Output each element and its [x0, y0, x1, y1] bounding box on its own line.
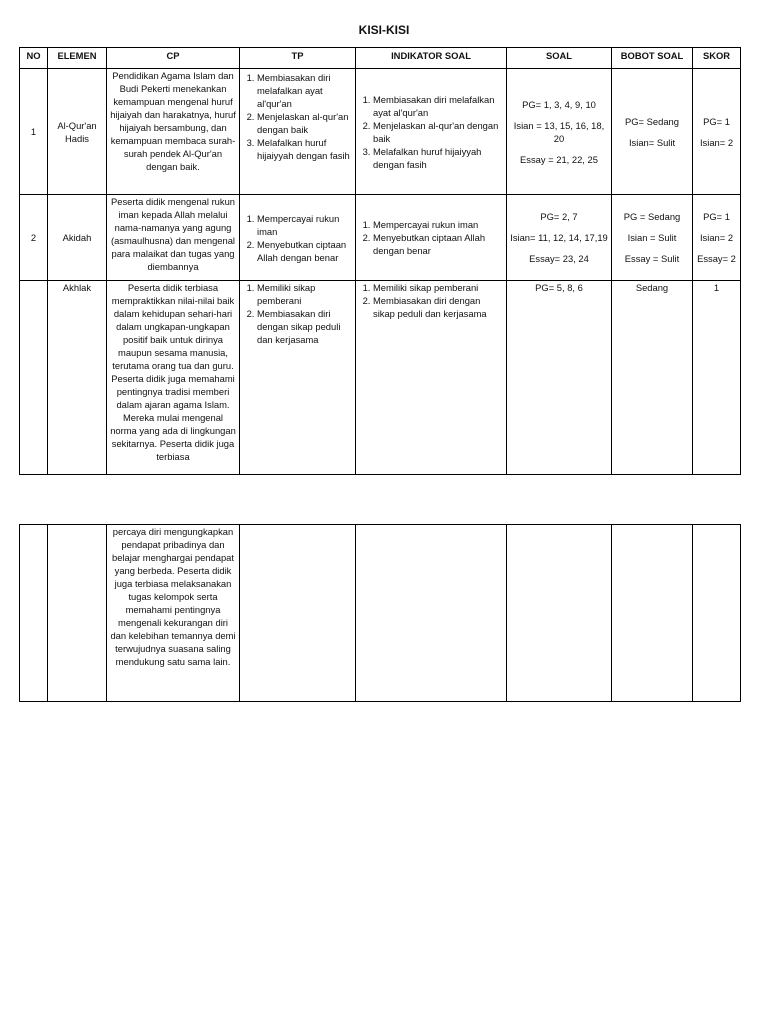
- cell-bobot: [612, 69, 693, 195]
- list-item: 2. Membiasakan diri dengan sikap peduli dan kerjasama: [257, 307, 353, 346]
- bobot-isian: Isian = Sulit: [627, 232, 677, 243]
- header-indikator-soal: INDIKATOR SOAL: [356, 48, 507, 69]
- skor-pg: PG= 1: [703, 115, 730, 127]
- kisi-kisi-table: [19, 47, 741, 475]
- header-soal: SOAL: [507, 48, 612, 69]
- table-row: [20, 281, 741, 475]
- cell-skor: [693, 525, 741, 702]
- header-tp: TP: [240, 48, 356, 69]
- cell-no: [20, 525, 48, 702]
- indikator-list: [358, 218, 504, 257]
- bobot-value: Sedang: [635, 282, 669, 293]
- soal-pg: PG= 2, 7: [540, 211, 578, 222]
- bobot-pg: PG = Sedang: [623, 211, 681, 222]
- cell-indikator: [356, 525, 507, 702]
- cell-tp: [240, 69, 356, 195]
- cell-soal: [507, 281, 612, 475]
- skor-value: 1: [713, 282, 720, 293]
- list-item: 3. Melafalkan huruf hijaiyyah dengan fasih: [373, 145, 504, 171]
- header-elemen: ELEMEN: [48, 48, 107, 69]
- skor-isian: Isian= 2: [699, 232, 734, 243]
- list-item: 1. Membiasakan diri melafalkan ayat al'qur'an: [257, 71, 353, 110]
- tp-list: [242, 212, 353, 264]
- cell-indikator: [356, 195, 507, 281]
- list-item: 1. Membiasakan diri melafalkan ayat al'qur'an: [373, 93, 504, 119]
- list-item: 1. Mempercayai rukun iman: [257, 212, 353, 238]
- table-row: [20, 525, 741, 702]
- cell-elemen: Akidah: [48, 195, 107, 281]
- cell-elemen: Al-Qur'an Hadis: [48, 69, 107, 195]
- cell-no: 2: [20, 195, 48, 281]
- cell-tp: [240, 195, 356, 281]
- soal-essay: Essay = 21, 22, 25: [520, 153, 598, 165]
- soal-isian: Isian= 11, 12, 14, 17,19: [510, 232, 608, 243]
- soal-pg: PG= 5, 8, 6: [535, 282, 583, 293]
- cell-skor: [693, 195, 741, 281]
- cell-elemen: Akhlak: [48, 281, 107, 475]
- cell-indikator: [356, 69, 507, 195]
- list-item: 1. Memiliki sikap pemberani: [373, 281, 504, 294]
- list-item: 2. Menyebutkan ciptaan Allah dengan benar: [257, 238, 353, 264]
- list-item: 3. Melafalkan huruf hijaiyyah dengan fasih: [257, 136, 353, 162]
- cell-skor: [693, 69, 741, 195]
- skor-isian: Isian= 2: [699, 136, 734, 148]
- indikator-list: [358, 93, 504, 171]
- page-title: KISI-KISI: [358, 23, 410, 37]
- cell-no: [20, 281, 48, 475]
- cell-soal: [507, 69, 612, 195]
- soal-pg: PG= 1, 3, 4, 9, 10: [522, 98, 596, 110]
- header-no: NO: [20, 48, 48, 69]
- table-header-row: [20, 48, 741, 69]
- soal-isian: Isian = 13, 15, 16, 18, 20: [513, 119, 605, 144]
- cell-tp: [240, 525, 356, 702]
- list-item: 1. Memiliki sikap pemberani: [257, 281, 353, 307]
- list-item: 1. Mempercayai rukun iman: [373, 218, 504, 231]
- cell-bobot: [612, 525, 693, 702]
- cell-cp: percaya diri mengungkapkan pendapat pribadinya dan belajar menghargai pendapat yang berbeda. Peserta didik juga terbiasa melaksanakan tugas kelompok serta memahami pentingnya mengenali kekurangan diri dan kelebihan temannya demi terwujudnya suasana saling mendukung satu sama lain.: [107, 525, 240, 702]
- cell-elemen: [48, 525, 107, 702]
- bobot-isian: Isian= Sulit: [628, 136, 676, 148]
- kisi-kisi-table-continuation: [19, 524, 741, 702]
- cell-bobot: [612, 281, 693, 475]
- cell-cp: Peserta didik terbiasa mempraktikkan nilai-nilai baik dalam kehidupan sehari-hari dalam ungkapan-ungkapan positif baik untuk dirinya maupun sesama manusia, terutama orang tua dan guru. Peserta didik juga memahami pentingnya tradisi memberi dalam ajaran agama Islam. Mereka mulai mengenal norma yang ada di lingkungan sekitarnya. Peserta didik juga terbiasa: [107, 281, 240, 475]
- bobot-essay: Essay = Sulit: [624, 253, 680, 264]
- soal-essay: Essay= 23, 24: [529, 253, 589, 264]
- header-cp: CP: [107, 48, 240, 69]
- cell-tp: [240, 281, 356, 475]
- indikator-list: [358, 281, 504, 320]
- cell-no: 1: [20, 69, 48, 195]
- skor-pg: PG= 1: [703, 211, 730, 222]
- list-item: 2. Membiasakan diri dengan sikap peduli dan kerjasama: [373, 294, 504, 320]
- table-row: [20, 69, 741, 195]
- cell-bobot: [612, 195, 693, 281]
- skor-essay: Essay= 2: [697, 253, 736, 264]
- cell-cp: Pendidikan Agama Islam dan Budi Pekerti menekankan kemampuan mengenal huruf hijaiyah dan harakatnya, huruf hijaiyah bersambung, dan kemampuan membaca surah- surah pendek Al-Qur'an dengan baik.: [107, 69, 240, 195]
- list-item: 2. Menyebutkan ciptaan Allah dengan benar: [373, 231, 504, 257]
- table-row: [20, 195, 741, 281]
- cell-cp: Peserta didik mengenal rukun iman kepada Allah melalui nama-namanya yang agung (asmaulhusna) dan mengenal para malaikat dan tugas yang diembannya: [107, 195, 240, 281]
- header-bobot-soal: BOBOT SOAL: [612, 48, 693, 69]
- tp-list: [242, 281, 353, 346]
- list-item: 2. Menjelaskan al-qur'an dengan baik: [257, 110, 353, 136]
- tp-list: [242, 71, 353, 162]
- cell-soal: [507, 525, 612, 702]
- list-item: 2. Menjelaskan al-qur'an dengan baik: [373, 119, 504, 145]
- cell-skor: [693, 281, 741, 475]
- cell-soal: [507, 195, 612, 281]
- bobot-pg: PG= Sedang: [625, 115, 679, 127]
- header-skor: SKOR: [693, 48, 741, 69]
- cell-indikator: [356, 281, 507, 475]
